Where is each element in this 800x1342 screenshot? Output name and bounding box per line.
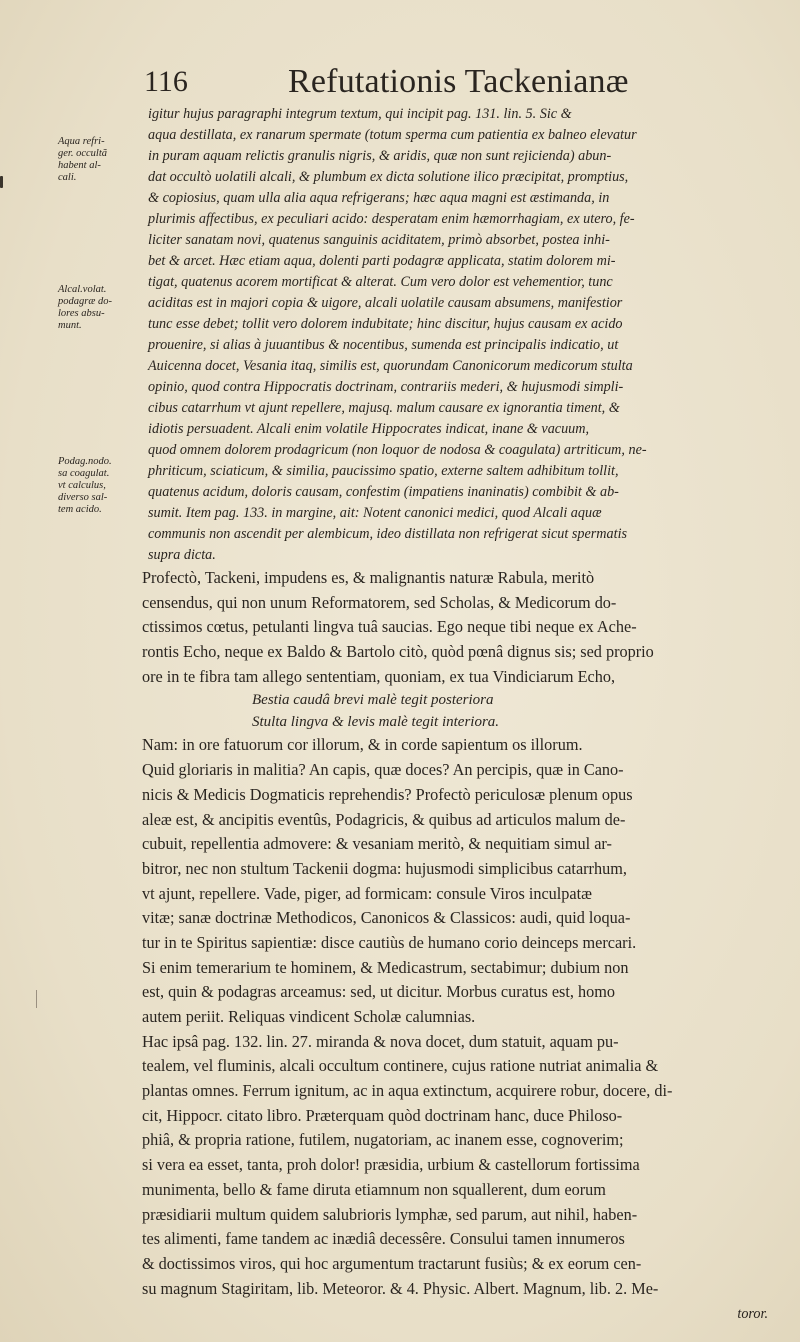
roman-text-line: cit, Hippocr. citato libro. Præterquam quòd doctrinam hanc, duce Philoso- [142, 1105, 623, 1125]
italic-text-line: quod omnem dolorem prodagricum (non loquor de nodosa & coagulata) artriticum, ne- [148, 442, 647, 458]
italic-text-line: tunc esse debet; tollit vero dolorem indubitate; hinc discitur, hujus causam ex acido [148, 316, 623, 332]
italic-text-line: liciter sanatam novi, quatenus sanguinis aciditatem, primò absorbet, postea inhi- [148, 232, 610, 248]
roman-text-line: aleæ est, & ancipitis eventûs, Podagricis, & quibus ad articulos malum de- [142, 809, 626, 829]
roman-text-line: phiâ, & propria ratione, futilem, nugatoriam, ac inanem esse, cognoverim; [142, 1130, 624, 1150]
margin-note-podag: Podag.nodo. sa coagulat. vt calculus, diverso sal- tem acido. [58, 456, 112, 515]
catchword: toror. [737, 1306, 768, 1323]
roman-text-line: cubuit, repellentia admovere: & vesaniam meritò, & nequitiam simul ar- [142, 834, 612, 854]
verse-text-line: Stulta lingva & levis malè tegit interiora. [252, 714, 500, 731]
roman-text-line: autem periit. Reliquas vindicent Scholæ calumnias. [142, 1007, 476, 1026]
roman-text-line: tes alimenti, fame tandem ac inædiâ decessêre. Consului tamen innumeros [142, 1229, 625, 1249]
roman-text-line: tealem, vel fluminis, alcali occultum continere, cujus ratione nutriat animalia & [142, 1056, 659, 1076]
roman-text-line: vt ajunt, repellere. Vade, piger, ad formicam: consule Viros inculpatæ [142, 883, 592, 903]
roman-text-line: ctissimos cœtus, petulanti lingva tuâ saucias. Ego neque tibi neque ex Ache- [142, 617, 637, 637]
roman-text-line: Quid gloriaris in malitia? An capis, quæ doces? An percipis, quæ in Cano- [142, 760, 624, 780]
italic-text-line: prouenire, si alias à juuantibus & nocentibus, sumenda est principalis indicatio, ut [148, 337, 619, 353]
italic-text-line: in puram aquam relictis granulis nigris, & aridis, quæ non sunt rejicienda) abun- [148, 148, 612, 164]
italic-text-line: idiotis persuadent. Alcali enim volatile Hippocrates indicat, inane & vacuum, [148, 421, 590, 437]
running-title: Refutationis Tackenianæ [288, 63, 629, 100]
roman-text-line: præsidiarii multum quidem salubrioris lymphæ, sed parum, aut nihil, haben- [142, 1204, 638, 1224]
stray-ink-line [36, 990, 37, 1008]
italic-text-line: aqua destillata, ex ranarum spermate (totum sperma cum patientia ex balneo elevatur [148, 127, 637, 143]
body-text [142, 104, 772, 1326]
roman-text-line: rontis Echo, neque ex Baldo & Bartolo citò, quòd pœnâ dignus sis; sed proprio [142, 642, 654, 662]
italic-text-line: cibus catarrhum vt ajunt repellere, majusq. malum causare ex ignorantia timent, & [148, 400, 620, 416]
roman-text-line: si vera ea esset, tanta, proh dolor! præsidia, urbium & castellorum fortissima [142, 1155, 640, 1175]
margin-note-aqua: Aqua refri- ger. occultã habent al- cali. [58, 136, 107, 183]
roman-text-line: censendus, qui non unum Reformatorem, sed Scholas, & Medicorum do- [142, 592, 617, 612]
roman-paragraph-1 [142, 566, 772, 689]
margin-note-alcal: Alcal.volat. podagræ do- lores absu- munt. [58, 284, 112, 331]
roman-text-line: Hac ipsâ pag. 132. lin. 27. miranda & nova docet, dum statuit, aquam pu- [142, 1031, 619, 1051]
italic-text-line: phriticum, sciaticum, & similia, paucissimo spatio, externe saltem adhibitum tollit, [148, 463, 619, 479]
roman-text-line: nicis & Medicis Dogmaticis reprehendis? Profectò periculosæ plenum opus [142, 784, 633, 804]
italic-text-line: tigat, quatenus acorem mortificat & alterat. Cum vero dolor est vehementior, tunc [148, 274, 613, 290]
roman-text-line: Profectò, Tackeni, impudens es, & malignantis naturæ Rabula, meritò [142, 568, 595, 587]
roman-text-line: ore in te fibra tam allego sententiam, quoniam, ex tua Vindiciarum Echo, [142, 666, 616, 686]
italic-text-line: quatenus acidum, doloris causam, confestim (impatiens inaninatis) combibit & ab- [148, 484, 619, 500]
roman-text-line: Nam: in ore fatuorum cor illorum, & in corde sapientum os illorum. [142, 735, 583, 755]
italic-text-line: plurimis affectibus, ex peculiari acido: desperatam enim hæmorrhagiam, ex utero, fe- [148, 211, 635, 227]
italic-text-line: opinio, quod contra Hippocratis doctrinam, contrariis mederi, & hujusmodi simpli- [148, 379, 624, 395]
italic-paragraph [148, 104, 772, 566]
page-number: 116 [144, 65, 188, 98]
italic-text-line: & copiosius, quam ulla alia aqua refrigerans; hæc aqua magni est æstimanda, in [148, 190, 610, 206]
roman-text-line: vitæ; sanæ doctrinæ Methodicos, Canonicos & Classicos: audi, quid loqua- [142, 908, 631, 928]
roman-text-line: plantas omnes. Ferrum ignitum, ac in aqua extinctum, acquirere robur, docere, di- [142, 1081, 673, 1101]
page-header [120, 62, 780, 106]
verse [148, 689, 772, 733]
italic-text-line: igitur hujus paragraphi integrum textum, qui incipit pag. 131. lin. 5. Sic & [148, 106, 572, 122]
italic-text-line: sumit. Item pag. 133. in margine, ait: Notent canonici medici, quod Alcali aquæ [148, 505, 602, 521]
italic-text-line: communis non ascendit per alembicum, ideo distillata non refrigerat sicut spermatis [148, 526, 628, 542]
italic-text-line: aciditas est in majori copia & uigore, alcali uolatile causam absumens, manifestior [148, 295, 623, 311]
verse-text-line: Bestia caudâ brevi malè tegit posteriora [252, 692, 494, 709]
edge-ink-mark [0, 176, 3, 188]
roman-text-line: Si enim temerarium te hominem, & Medicastrum, sectabimur; dubium non [142, 957, 629, 977]
roman-text-line: & doctissimos viros, qui hoc argumentum tractarunt fusiùs; & ex eorum cen- [142, 1253, 642, 1273]
roman-text-line: est, quin & podagras arceamus: sed, ut dicitur. Morbus curatus est, homo [142, 982, 615, 1002]
roman-paragraph-2 [142, 733, 772, 1301]
roman-text-line: tur in te Spiritus sapientiæ: disce cautiùs de humano corio deinceps mercari. [142, 932, 637, 952]
italic-text-line: dat occultò uolatili alcali, & plumbum ex dicta solutione ilico præcipitat, promptius, [148, 169, 629, 185]
italic-text-line: supra dicta. [148, 547, 216, 563]
roman-text-line: su magnum Stagiritam, lib. Meteoror. & 4. Physic. Albert. Magnum, lib. 2. Me- [142, 1278, 659, 1298]
italic-text-line: bet & arcet. Hæc etiam aqua, dolenti parti podagræ applicata, statim dolorem mi- [148, 253, 616, 269]
roman-text-line: bitror, nec non stultum Tackenii dogma: hujusmodi simplicibus catarrhum, [142, 858, 627, 878]
roman-text-line: munimenta, bello & fame diruta etiamnum non squallerent, dum eorum [142, 1179, 606, 1199]
italic-text-line: Auicenna docet, Vesania itaq, similis est, quorundam Canonicorum medicorum stulta [148, 358, 633, 374]
